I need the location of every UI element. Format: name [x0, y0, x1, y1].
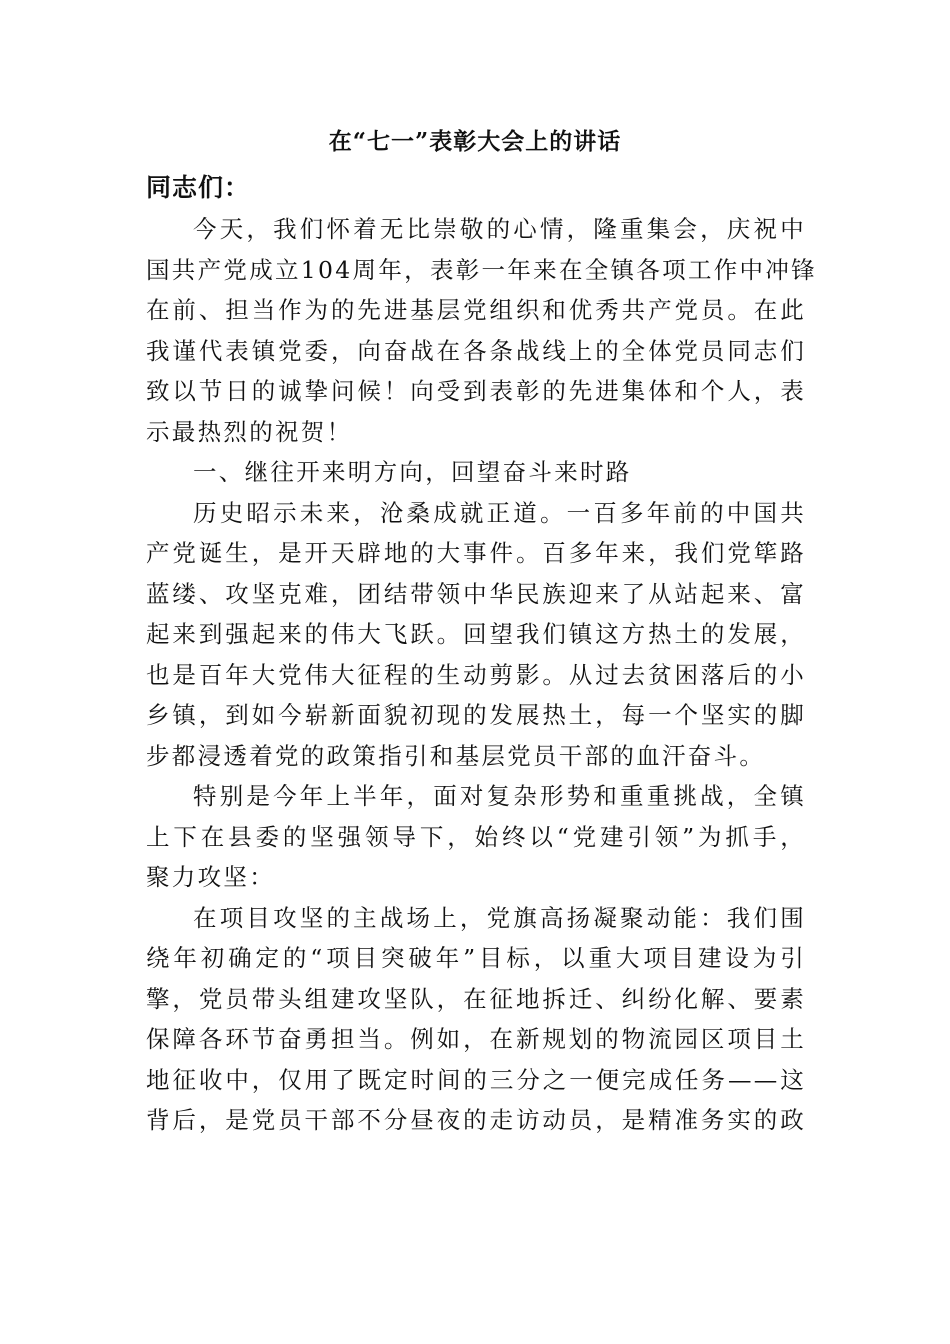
- text-line: 示最热烈的祝贺！: [146, 417, 353, 446]
- text-line: 致以节日的诚挚问候！向受到表彰的先进集体和个人，表: [146, 377, 806, 405]
- paragraph-first-half: [146, 776, 806, 898]
- text-line: 今天，我们怀着无比崇敬的心情，隆重集会，庆祝中: [193, 215, 806, 243]
- text-line: 国共产党成立104周年，表彰一年来在全镇各项工作中冲锋: [146, 255, 817, 284]
- text-line: 蓝缕、攻坚克难，团结带领中华民族迎来了从站起来、富: [146, 579, 806, 608]
- text-line: 乡镇，到如今崭新面貌初现的发展热土，每一个坚实的脚: [146, 701, 806, 729]
- text-line: 步都浸透着党的政策指引和基层党员干部的血汗奋斗。: [146, 741, 766, 770]
- text-line: 产党诞生，是开天辟地的大事件。百多年来，我们党筚路: [146, 539, 806, 567]
- text-line: 也是百年大党伟大征程的生动剪影。从过去贫困落后的小: [146, 660, 806, 689]
- text-line: 上下在县委的坚强领导下，始终以“党建引领”为抓手，: [146, 822, 806, 851]
- text-line: 一、继往开来明方向，回望奋斗来时路: [193, 458, 632, 486]
- section-heading-1: [146, 452, 806, 493]
- document-title: 在“七一”表彰大会上的讲话: [328, 128, 622, 155]
- text-line: 绕年初确定的“项目突破年”目标，以重大项目建设为引: [146, 944, 806, 972]
- text-line: 保障各环节奋勇担当。例如，在新规划的物流园区项目土: [146, 1025, 806, 1053]
- text-line: 擎，党员带头组建攻坚队，在征地拆迁、纠纷化解、要素: [146, 984, 806, 1013]
- text-line: 背后，是党员干部不分昼夜的走访动员，是精准务实的政: [146, 1106, 806, 1134]
- paragraph-projects: [146, 898, 806, 1141]
- text-line: 我谨代表镇党委，向奋战在各条战线上的全体党员同志们: [146, 336, 806, 365]
- salutation: 同志们：: [146, 173, 251, 202]
- text-line: 在前、担当作为的先进基层党组织和优秀共产党员。在此: [146, 296, 806, 324]
- text-line: 起来到强起来的伟大飞跃。回望我们镇这方热土的发展，: [146, 620, 806, 648]
- text-line: 在项目攻坚的主战场上，党旗高扬凝聚动能：我们围: [193, 903, 806, 932]
- text-line: 聚力攻坚：: [146, 863, 275, 891]
- text-line: 地征收中，仅用了既定时间的三分之一便完成任务——这: [146, 1065, 806, 1094]
- paragraph-history: [146, 493, 806, 777]
- document-body: [146, 209, 817, 1141]
- paragraph-opening: [146, 209, 817, 452]
- text-line: 特别是今年上半年，面对复杂形势和重重挑战，全镇: [193, 782, 806, 810]
- text-line: 历史昭示未来，沧桑成就正道。一百多年前的中国共: [193, 498, 806, 527]
